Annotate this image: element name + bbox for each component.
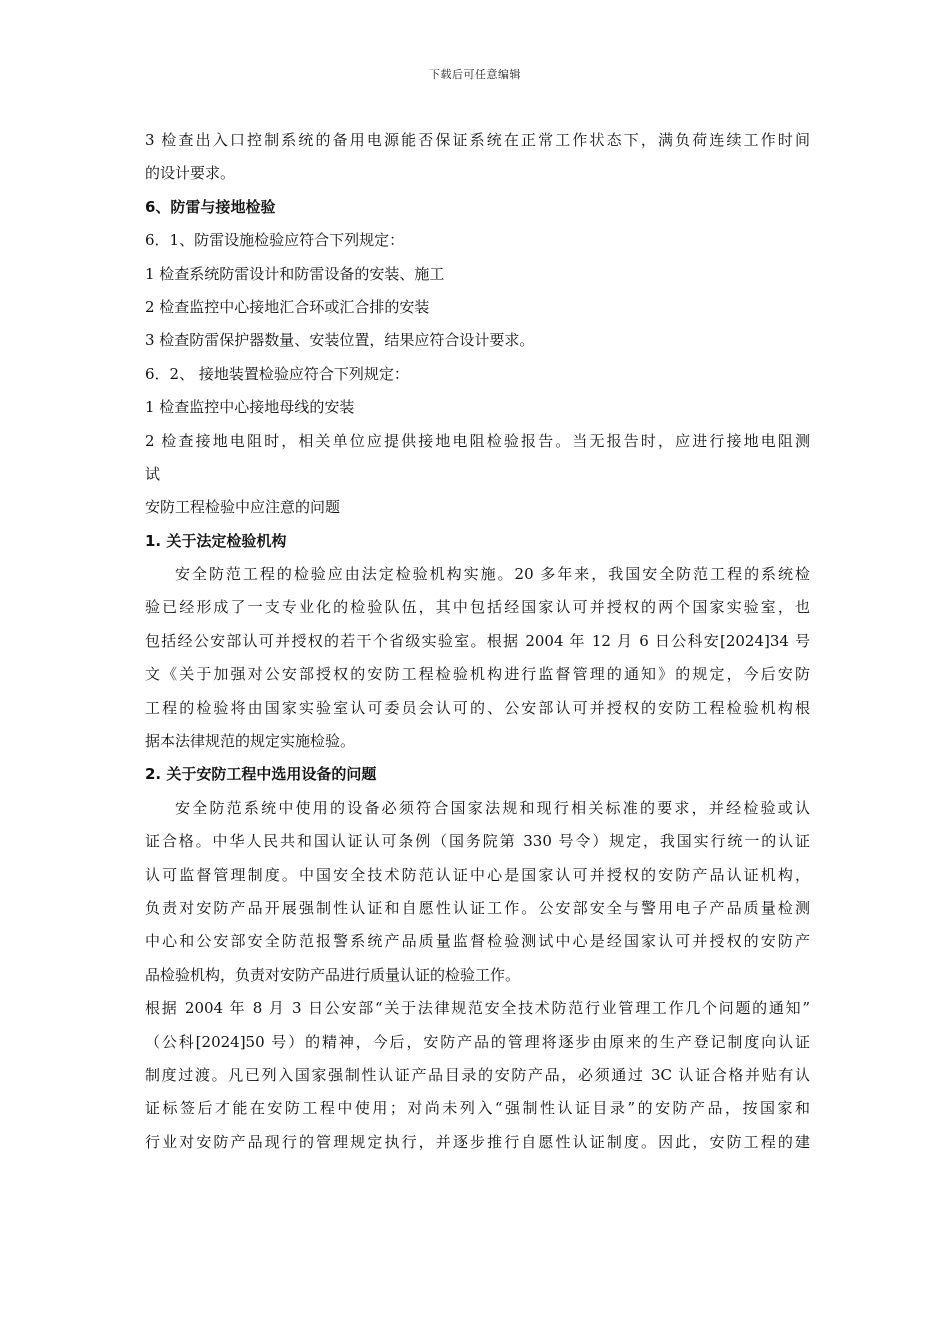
text-line: （公科[2024]50 号）的精神，今后，安防产品的管理将逐步由原来的生产登记制度向认证	[145, 1032, 810, 1051]
text-line: 验已经形成了一支专业化的检验队伍，其中包括经国家认可并授权的两个国家实验室，也	[145, 598, 810, 617]
text-line: 负责对安防产品开展强制性认证和自愿性认证工作。公安部安全与警用电子产品质量检测	[145, 898, 810, 917]
text-line: 文《关于加强对公安部授权的安防工程检验机构进行监督管理的通知》的规定，今后安防	[145, 665, 810, 684]
section-heading: 6、防雷与接地检验	[145, 197, 276, 216]
text-line: 根据 2004 年 8 月 3 日公安部“关于法律规范安全技术防范行业管理工作几个问题的通知”	[145, 999, 810, 1018]
text-line: 3 检查防雷保护器数量、安装位置，结果应符合设计要求。	[145, 331, 535, 350]
text-line: 1 检查系统防雷设计和防雷设备的安装、施工	[145, 264, 445, 283]
text-line: 1 检查监控中心接地母线的安装	[145, 398, 355, 417]
text-line: 6．1、防雷设施检验应符合下列规定：	[145, 231, 405, 250]
text-line: 认可监督管理制度。中国安全技术防范认证中心是国家认可并授权的安防产品认证机构，	[145, 865, 810, 884]
text-line: 的设计要求。	[145, 164, 236, 183]
text-line: 试	[145, 464, 161, 483]
text-line: 安全防范工程的检验应由法定检验机构实施。20 多年来，我国安全防范工程的系统检	[175, 565, 810, 584]
text-line: 2 检查监控中心接地汇合环或汇合排的安装	[145, 297, 430, 316]
text-line: 包括经公安部认可并授权的若干个省级实验室。根据 2004 年 12 月 6 日公科安[2024]34 号	[145, 631, 810, 650]
text-line: 制度过渡。凡已列入国家强制性认证产品目录的安防产品，必须通过 3C 认证合格并贴有认	[145, 1065, 810, 1084]
document-body	[145, 124, 810, 1159]
page-header: 下载后可任意编辑	[429, 68, 521, 81]
text-line: 3 检查出入口控制系统的备用电源能否保证系统在正常工作状态下，满负荷连续工作时间	[145, 131, 810, 149]
section-heading: 2. 关于安防工程中选用设备的问题	[145, 765, 377, 784]
text-line: 工程的检验将由国家实验室认可委员会认可的、公安部认可并授权的安防工程检验机构根	[145, 698, 810, 717]
text-line: 安全防范系统中使用的设备必须符合国家法规和现行相关标准的要求，并经检验或认	[175, 798, 810, 817]
text-line: 中心和公安部安全防范报警系统产品质量监督检验测试中心是经国家认可并授权的安防产	[145, 932, 810, 951]
text-line: 行业对安防产品现行的管理规定执行，并逐步推行自愿性认证制度。因此，安防工程的建	[145, 1132, 810, 1151]
text-line: 据本法律规范的规定实施检验。	[145, 732, 356, 751]
text-line: 6．2、 接地装置检验应符合下列规定：	[145, 364, 409, 383]
section-heading: 1. 关于法定检验机构	[145, 531, 287, 550]
text-line: 证标签后才能在安防工程中使用；对尚未列入“强制性认证目录”的安防产品，按国家和	[145, 1099, 810, 1118]
text-line: 安防工程检验中应注意的问题	[145, 498, 341, 517]
text-line: 品检验机构，负责对安防产品进行质量认证的检验工作。	[145, 965, 521, 984]
text-line: 证合格。中华人民共和国认证认可条例（国务院第 330 号令）规定，我国实行统一的认证	[145, 832, 810, 851]
text-line: 2 检查接地电阻时，相关单位应提供接地电阻检验报告。当无报告时，应进行接地电阻测	[145, 431, 810, 450]
